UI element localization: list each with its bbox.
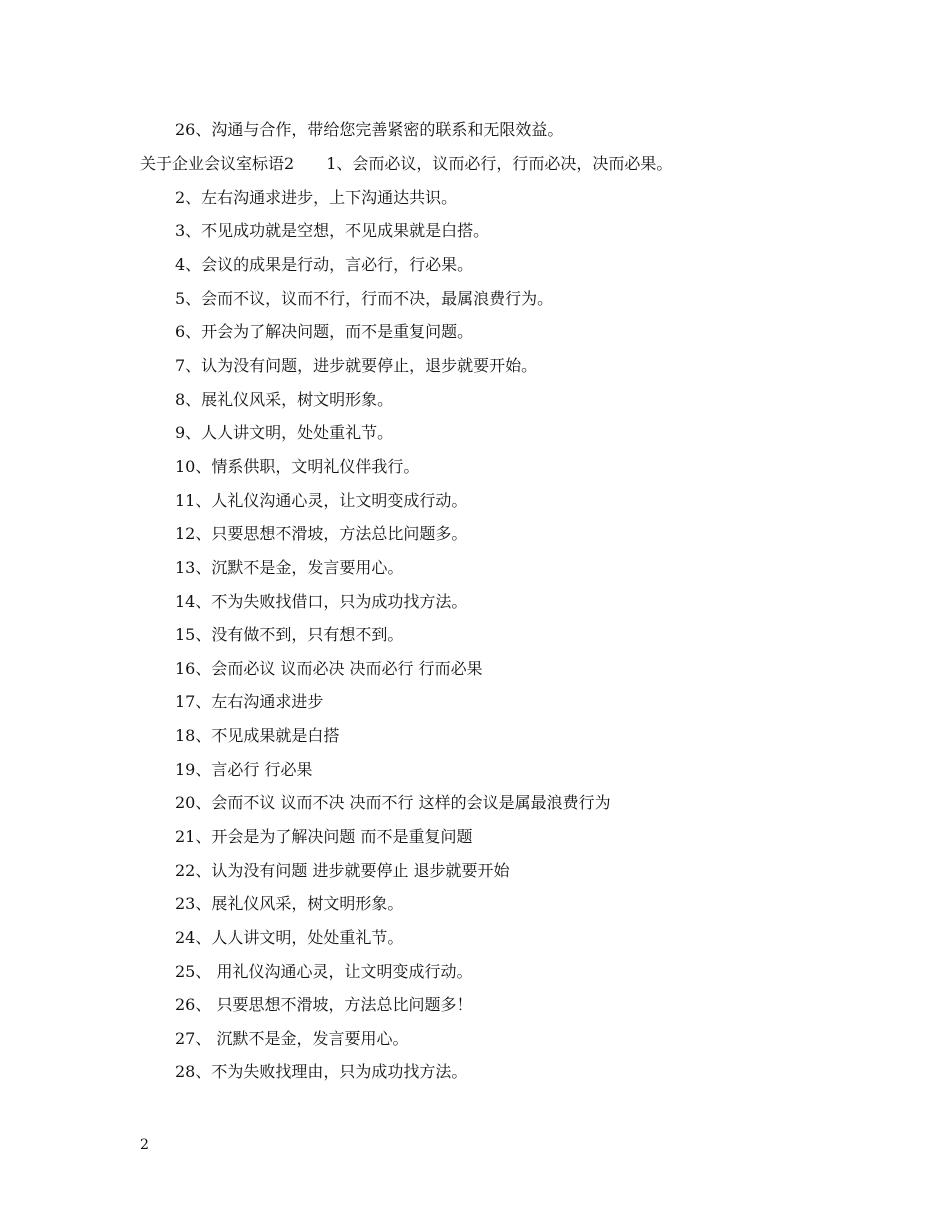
- list-item: 22、认为没有问题 进步就要停止 退步就要开始: [175, 861, 510, 880]
- list-item: 3、不见成功就是空想，不见成果就是白搭。: [175, 221, 490, 240]
- list-item: 7、认为没有问题，进步就要停止，退步就要开始。: [175, 356, 538, 375]
- list-item: 9、人人讲文明，处处重礼节。: [175, 423, 394, 442]
- list-item: 14、不为失败找借口，只为成功找方法。: [175, 592, 468, 611]
- list-item: 11、人礼仪沟通心灵，让文明变成行动。: [175, 491, 468, 510]
- list-item: 18、不见成果就是白搭: [175, 726, 340, 745]
- list-item: 2、左右沟通求进步，上下沟通达共识。: [175, 188, 458, 207]
- list-item: 28、不为失败找理由，只为成功找方法。: [175, 1062, 468, 1081]
- list-item: 6、开会为了解决问题，而不是重复问题。: [175, 322, 474, 341]
- list-item: 8、展礼仪风采，树文明形象。: [175, 390, 394, 409]
- list-item: 21、开会是为了解决问题 而不是重复问题: [175, 827, 473, 846]
- section-heading: 关于企业会议室标语2: [140, 154, 295, 173]
- list-item: 20、会而不议 议而不决 决而不行 这样的会议是属最浪费行为: [175, 793, 611, 812]
- list-item: 12、只要思想不滑坡，方法总比问题多。: [175, 524, 468, 543]
- list-item: 25、 用礼仪沟通心灵，让文明变成行动。: [175, 962, 473, 981]
- list-item: 5、会而不议，议而不行，行而不决，最属浪费行为。: [175, 289, 554, 308]
- list-item: 16、会而必议 议而必决 决而必行 行而必果: [175, 659, 483, 678]
- list-item: 4、会议的成果是行动，言必行，行必果。: [175, 255, 474, 274]
- list-item: 24、人人讲文明，处处重礼节。: [175, 928, 404, 947]
- paragraph-line: 26、沟通与合作，带给您完善紧密的联系和无限效益。: [175, 120, 564, 139]
- list-item: 23、展礼仪风采，树文明形象。: [175, 894, 404, 913]
- list-item: 19、言必行 行必果: [175, 760, 313, 779]
- section-heading-line: [140, 153, 672, 175]
- list-item: 1、会而必议，议而必行，行而必决，决而必果。: [326, 154, 673, 173]
- list-item: 13、沉默不是金，发言要用心。: [175, 558, 404, 577]
- list-item: 27、 沉默不是金，发言要用心。: [175, 1029, 409, 1048]
- page-number: 2: [140, 1137, 149, 1153]
- list-item: 17、左右沟通求进步: [175, 692, 324, 711]
- list-item: 10、情系供职，文明礼仪伴我行。: [175, 457, 420, 476]
- list-item: 26、 只要思想不滑坡，方法总比问题多！: [175, 995, 473, 1014]
- list-item: 15、没有做不到，只有想不到。: [175, 625, 404, 644]
